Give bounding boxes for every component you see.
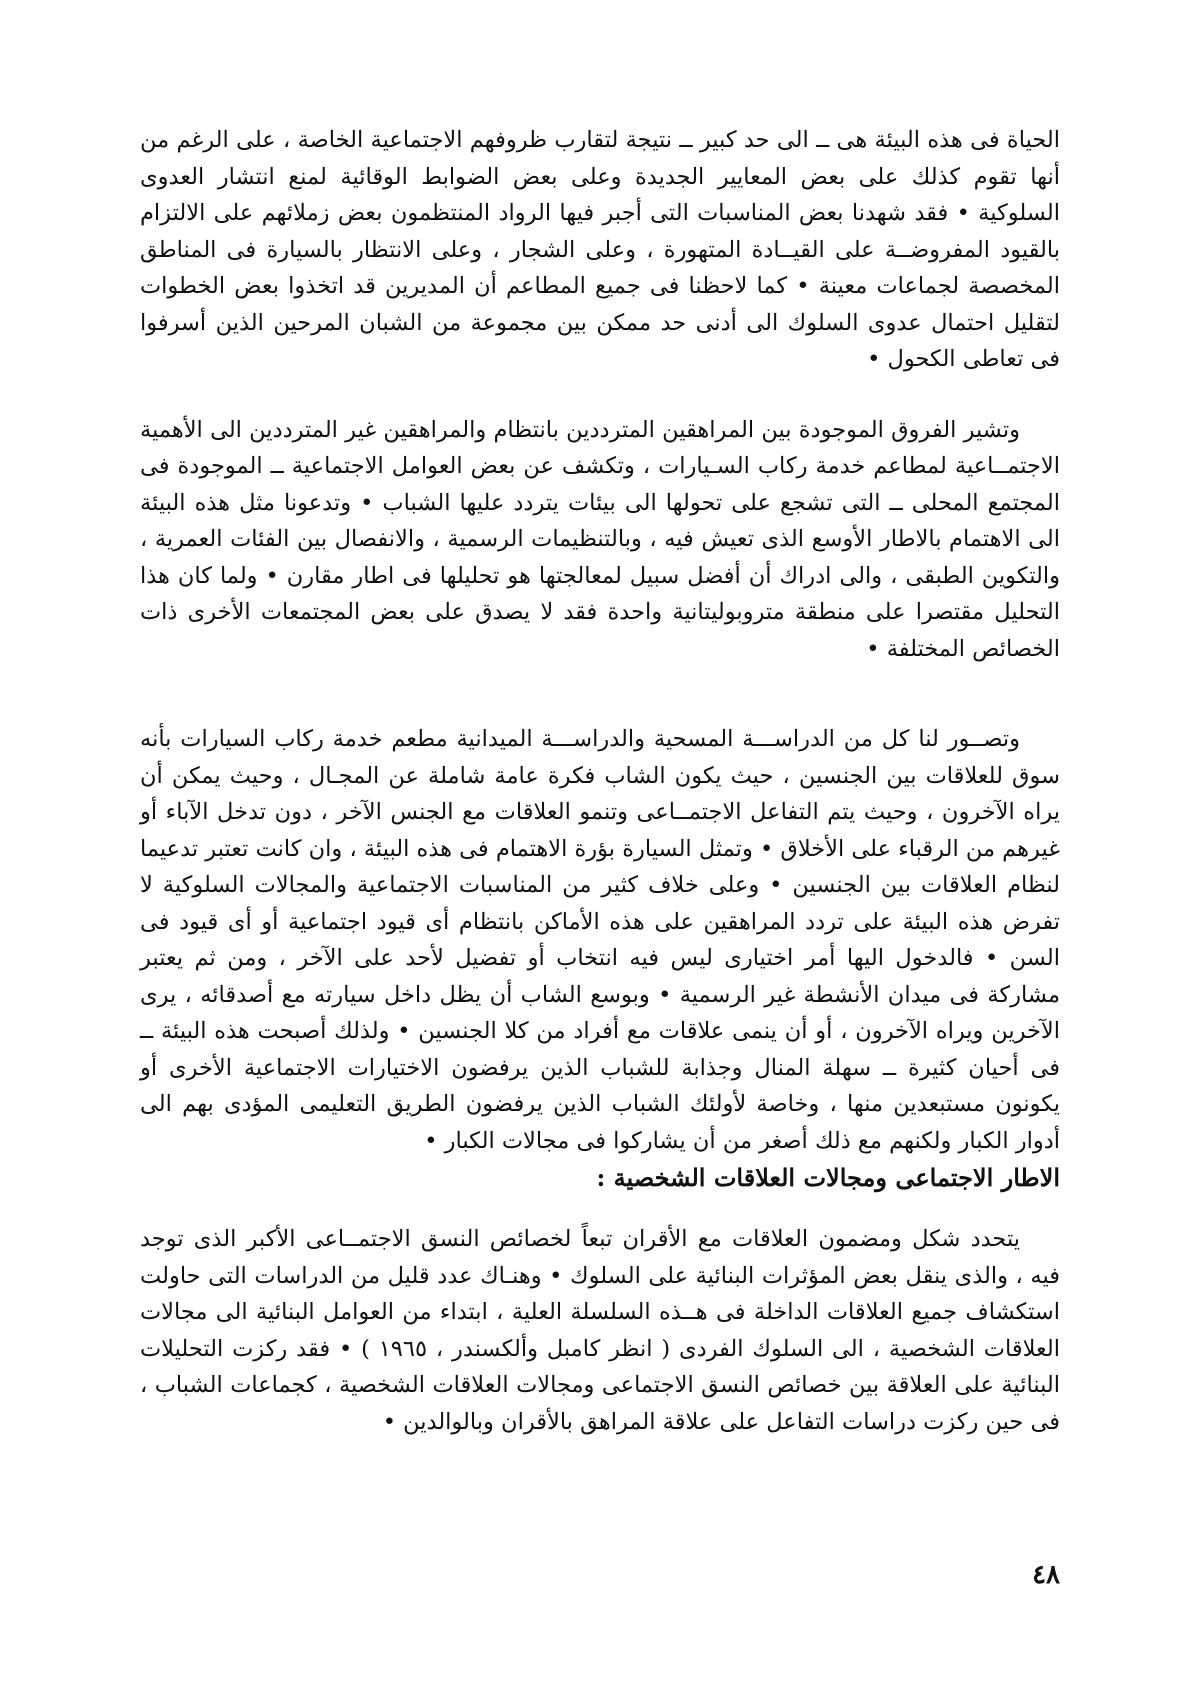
paragraph-4: يتحدد شكل ومضمون العلاقات مع الأقران تبعاً لخصائص النسق الاجتمــاعى الأكبر الذى توجد فيه ، والذى ينقل بعض المؤثرات البنائية على السلوك • وهنـاك عدد قليل من الدراسات التى حاولت استكشاف جميع العلاقات الداخلة فى هــذه السلسلة العلية ، ابتداء من العوامل البنائية الى مجالات العلاقات الشخصية ، الى السلوك الفردى ( انظر كامبل وألكسندر ، ١٩٦٥ ) • فقد ركزت التحليلات البنائية على العلاقة بين خصائص النسق الاجتماعى ومجالات العلاقات الشخصية ، كجماعات الشباب ، فى حين ركزت دراسات التفاعل على علاقة المراهق بالأقران وبالوالدين • [140,1226,1060,1435]
section-heading: الاطار الاجتماعى ومجالات العلاقات الشخصية : [596,1163,1060,1192]
paragraph-3: وتصــور لنا كل من الدراســـة المسحية والدراســـة الميدانية مطعم خدمة ركاب السيارات بأنه سوق للعلاقات بين الجنسين ، حيث يكون الشاب فكرة عامة شاملة عن المجـال ، وحيث يمكن أن يراه الآخرون ، وحيث يتم التفاعل الاجتمــاعى وتنمو العلاقات مع الجنس الآخر ، دون تدخل الآباء أو غيرهم من الرقباء على الأخلاق • وتمثل السيارة بؤرة الاهتمام فى هذه البيئة ، وان كانت تعتبر تدعيما لنظام العلاقات بين الجنسين • وعلى خلاف كثير من المناسبات الاجتماعية والمجالات السلوكية لا تفرض هذه البيئة على تردد المراهقين على هذه الأماكن بانتظام أى قيود اجتماعية أو أى قيود فى السن • فالدخول اليها أمر اختيارى ليس فيه انتخاب أو تفضيل لأحد على الآخر ، ومن ثم يعتبر مشاركة فى ميدان الأنشطة غير الرسمية • وبوسع الشاب أن يظل داخل سيارته مع أصدقائه ، يرى الآخرين ويراه الآخرون ، أو أن ينمى علاقات مع أفراد من كلا الجنسين • ولذلك أصبحت هذه البيئة ــ فى أحيان كثيرة ــ سهلة المنال وجذابة للشباب الذين يرفضون الاختيارات الاجتماعية الأخرى أو يكونون مستبعدين منها ، وخاصة لأولئك الشباب الذين يرفضون الطريق التعليمى المؤدى بهم الى أدوار الكبار ولكنهم مع ذلك أصغر من أن يشاركوا فى مجالات الكبار • [140,726,1060,1154]
page-number: ٤٨ [1032,1560,1060,1590]
document-page [140,122,1060,1440]
paragraph-1: الحياة فى هذه البيئة هى ــ الى حد كبير ــ نتيجة لتقارب ظروفهم الاجتماعية الخاصة ، على الرغم من أنها تقوم كذلك على بعض المعايير الجديدة وعلى بعض الضوابط الوقائية لمنع انتشار العدوى السلوكية • فقد شهدنا بعض المناسبات التى أجبر فيها الرواد المنتظمون بعض زملائهم على الالتزام بالقيود المفروضــة على القيــادة المتهورة ، وعلى الشجار ، وعلى الانتظار بالسيارة فى المناطق المخصصة لجماعات معينة • كما لاحظنا فى جميع المطاعم أن المديرين قد اتخذوا بعض الخطوات لتقليل احتمال عدوى السلوك الى أدنى حد ممكن بين مجموعة من الشبان المرحين الذين أسرفوا فى تعاطى الكحول • [140,127,1060,372]
paragraph-2: وتشير الفروق الموجودة بين المراهقين المترددين بانتظام والمراهقين غير المترددين الى الأهمية الاجتمــاعية لمطاعم خدمة ركاب السـيارات ، وتكشف عن بعض العوامل الاجتماعية ــ الموجودة فى المجتمع المحلى ــ التى تشجع على تحولها الى بيئات يتردد عليها الشباب • وتدعونا مثل هذه البيئة الى الاهتمام بالاطار الأوسع الذى تعيش فيه ، وبالتنظيمات الرسمية ، والانفصال بين الفئات العمرية ، والتكوين الطبقى ، والى ادراك أن أفضل سبيل لمعالجتها هو تحليلها فى اطار مقارن • ولما كان هذا التحليل مقتصرا على منطقة متروبوليتانية واحدة فقد لا يصدق على بعض المجتمعات الأخرى ذات الخصائص المختلفة • [140,416,1060,662]
